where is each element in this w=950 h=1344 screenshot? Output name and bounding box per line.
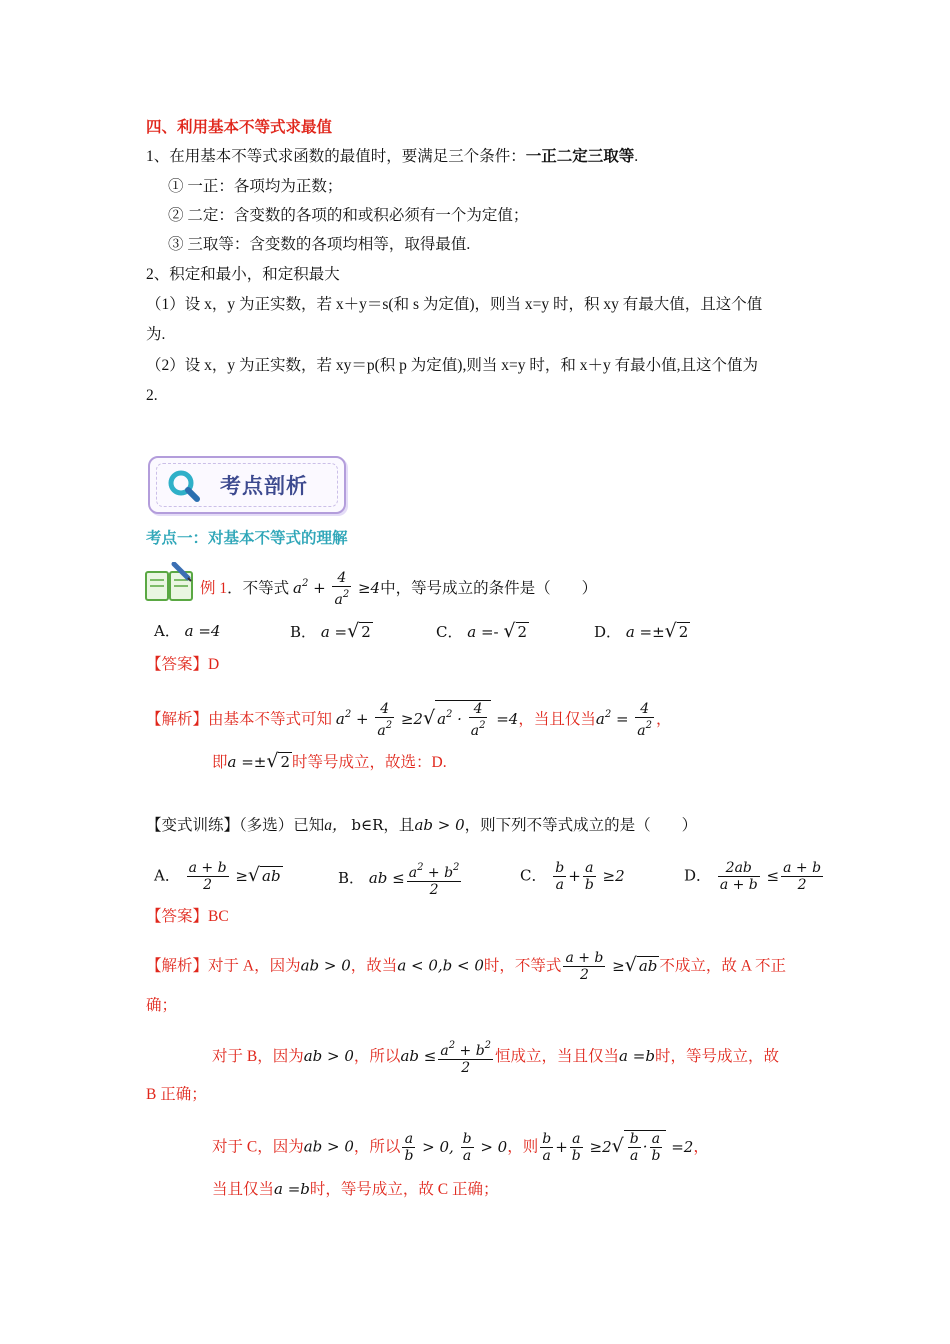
variant-analysis-a: 【解析】对于 A，因为ab > 0，故当a < 0,b < 0时，不等式 $\frac{a + b}{2}$ ≥√ ab 不成立，故 A 不正 <box>146 950 786 983</box>
example-label: 例 1 <box>200 580 228 597</box>
variant-option-a-label: A． <box>154 866 180 885</box>
variant-stem-f: ，则下列不等式成立的是（ ） <box>464 817 698 834</box>
variant-analysis-label: 【解析】 <box>146 957 209 975</box>
magnifier-icon <box>166 468 202 504</box>
ex1-option-a-label: A． <box>154 622 180 640</box>
ex1-analysis-label: 【解析】 <box>146 711 209 728</box>
variant-stem-c: b∈R <box>351 816 384 834</box>
variant-option-b-label: B． <box>338 869 365 887</box>
ex1-analysis2-a: 即 <box>212 754 228 771</box>
section-title: 四、利用基本不等式求最值 <box>146 119 333 136</box>
ex1-analysis2-formula: a =±√ 2 <box>227 750 291 772</box>
q1-line-1: （1）设 x，y 为正实数，若 x＋y＝s(和 s 为定值)，则当 x=y 时，积 xy 有最大值，且这个值 <box>146 296 763 313</box>
example-stem-a: ．不等式 <box>227 580 290 597</box>
variant-answer <box>146 906 229 928</box>
variant-answer-label: 【答案】 <box>146 908 209 925</box>
ex1-option-a-value: a =4 <box>184 622 221 640</box>
ex1-analysis-2 <box>212 750 447 774</box>
variant-stem <box>146 814 697 837</box>
variant-analysis-a-2: 确； <box>146 997 178 1014</box>
variant-b3: 恒成立，当且仅当 <box>495 1048 620 1065</box>
ex1-analysis-a: 由基本不等式可知 <box>208 711 333 728</box>
variant-c3: ，则 <box>507 1138 539 1156</box>
ex1-option-c-label: C． <box>436 623 463 641</box>
variant-option-c-label: C． <box>520 866 547 885</box>
variant-stem-d: ，且 <box>383 817 415 834</box>
ex1-option-b: B． a =√ 2 <box>290 620 371 642</box>
example-1-stem <box>200 570 597 608</box>
variant-a1: 对于 A，因为 <box>208 957 301 975</box>
variant-c5: 当且仅当 <box>212 1181 275 1198</box>
condition-2: ② 二定：含变数的各项的和或积必须有一个为定值； <box>168 207 529 224</box>
p1-text: 1、在用基本不等式求函数的最值时，要满足三个条件： <box>146 148 526 165</box>
ex1-analysis-formula: $a^2$ + $\frac{4}{a^2}$ ≥2√ $a^2$ · $\frac{4}{a^2}$ =4 <box>335 701 519 739</box>
variant-b4: 时，等号成立，故 <box>654 1048 779 1065</box>
variant-a3: 时，不等式 <box>483 957 562 975</box>
variant-c6: 时，等号成立，故 C 正确； <box>309 1181 499 1198</box>
banner-title: 考点剖析 <box>220 474 308 498</box>
ex1-option-b-label: B． <box>290 623 317 641</box>
ex1-option-d-label: D． <box>594 623 622 641</box>
ex1-analysis2-b: 时等号成立，故选：D. <box>292 754 447 771</box>
variant-stem-a: （多选）已知 <box>239 817 325 834</box>
variant-analysis-b-2: B 正确； <box>146 1086 207 1103</box>
book-icon <box>144 562 196 602</box>
ex1-answer-label: 【答案】 <box>146 656 209 673</box>
variant-c2: ，所以 <box>353 1138 401 1156</box>
variant-a2: ，故当 <box>350 957 398 975</box>
q2-line-1: （2）设 x，y 为正实数，若 xy＝p(积 p 为定值),则当 x=y 时，和 x＋y 有最小值,且这个值为 <box>146 357 758 374</box>
variant-c4: ， <box>693 1138 709 1156</box>
variant-stem-b: a， <box>324 817 348 834</box>
variant-analysis-c-2: 当且仅当a =b时，等号成立，故 C 正确； <box>212 1180 499 1198</box>
ex1-answer-value: D <box>208 656 220 673</box>
variant-b2: ，所以 <box>353 1048 401 1065</box>
variant-stem-e: ab > 0 <box>414 816 465 834</box>
paragraph-1 <box>146 146 638 168</box>
ex1-option-a <box>154 620 220 642</box>
variant-c1: 对于 C，因为 <box>212 1138 304 1156</box>
ex1-analysis-c: ， <box>656 711 672 728</box>
example-stem-b: 中，等号成立的条件是（ ） <box>380 580 598 597</box>
condition-3: ③ 三取等：含变数的各项均相等，取得最值. <box>168 236 471 253</box>
variant-analysis-b: 对于 B，因为ab > 0，所以ab ≤ $\frac{a^2 + b^2}{2}$ 恒成立，当且仅当a =b时，等号成立，故 <box>212 1040 779 1076</box>
variant-option-d: D． $\frac{2ab}{a + b}$ ≤ $\frac{a + b}{2}$ <box>684 860 822 893</box>
variant-analysis-c: 对于 C，因为ab > 0，所以 $\frac{a}{b}$ > 0, $\frac{b}{a}$ > 0，则 $\frac{b}{a}$ + $\frac{a}{b}$ ≥2√ $\frac{b}{a}$ · $\frac{a}{b}$ =2， <box>212 1131 709 1164</box>
variant-option-c: C． $\frac{b}{a}$ + $\frac{a}{b}$ ≥2 <box>520 860 625 893</box>
q1-line-2: 为. <box>146 326 166 343</box>
variant-option-a: A． $\frac{a + b}{2}$ ≥√ ab <box>154 860 281 893</box>
variant-b1: 对于 B，因为 <box>212 1048 304 1065</box>
ex1-option-c: C． a =- √ 2 <box>436 620 528 642</box>
section-banner <box>148 456 346 514</box>
kaodian-title: 考点一：对基本不等式的理解 <box>146 530 348 547</box>
ex1-analysis <box>146 700 672 739</box>
variant-option-d-label: D． <box>684 866 712 885</box>
variant-option-b: B． ab ≤ $\frac{a^2 + b^2}{2}$ <box>338 862 460 898</box>
variant-label: 【变式训练】 <box>146 817 240 834</box>
ex1-option-d: D． a =±√ 2 <box>594 620 689 642</box>
variant-a4: 不成立，故 A 不正 <box>659 957 786 975</box>
paragraph-2: 2、积定和最小，和定积最大 <box>146 266 340 283</box>
variant-answer-value: BC <box>208 908 229 925</box>
example-inequality: $a^2$ + $\frac{4}{a^2}$ ≥4 <box>293 570 381 608</box>
condition-1: ① 一正：各项均为正数； <box>168 178 343 195</box>
ex1-answer <box>146 654 219 676</box>
p1-end: . <box>634 148 639 165</box>
p1-bold: 一正二定三取等 <box>525 148 635 165</box>
q2-line-2: 2. <box>146 387 158 404</box>
ex1-analysis-b: ，当且仅当 <box>518 711 596 728</box>
ex1-analysis-condition: $a^2$ = $\frac{4}{a^2}$ <box>595 701 653 739</box>
